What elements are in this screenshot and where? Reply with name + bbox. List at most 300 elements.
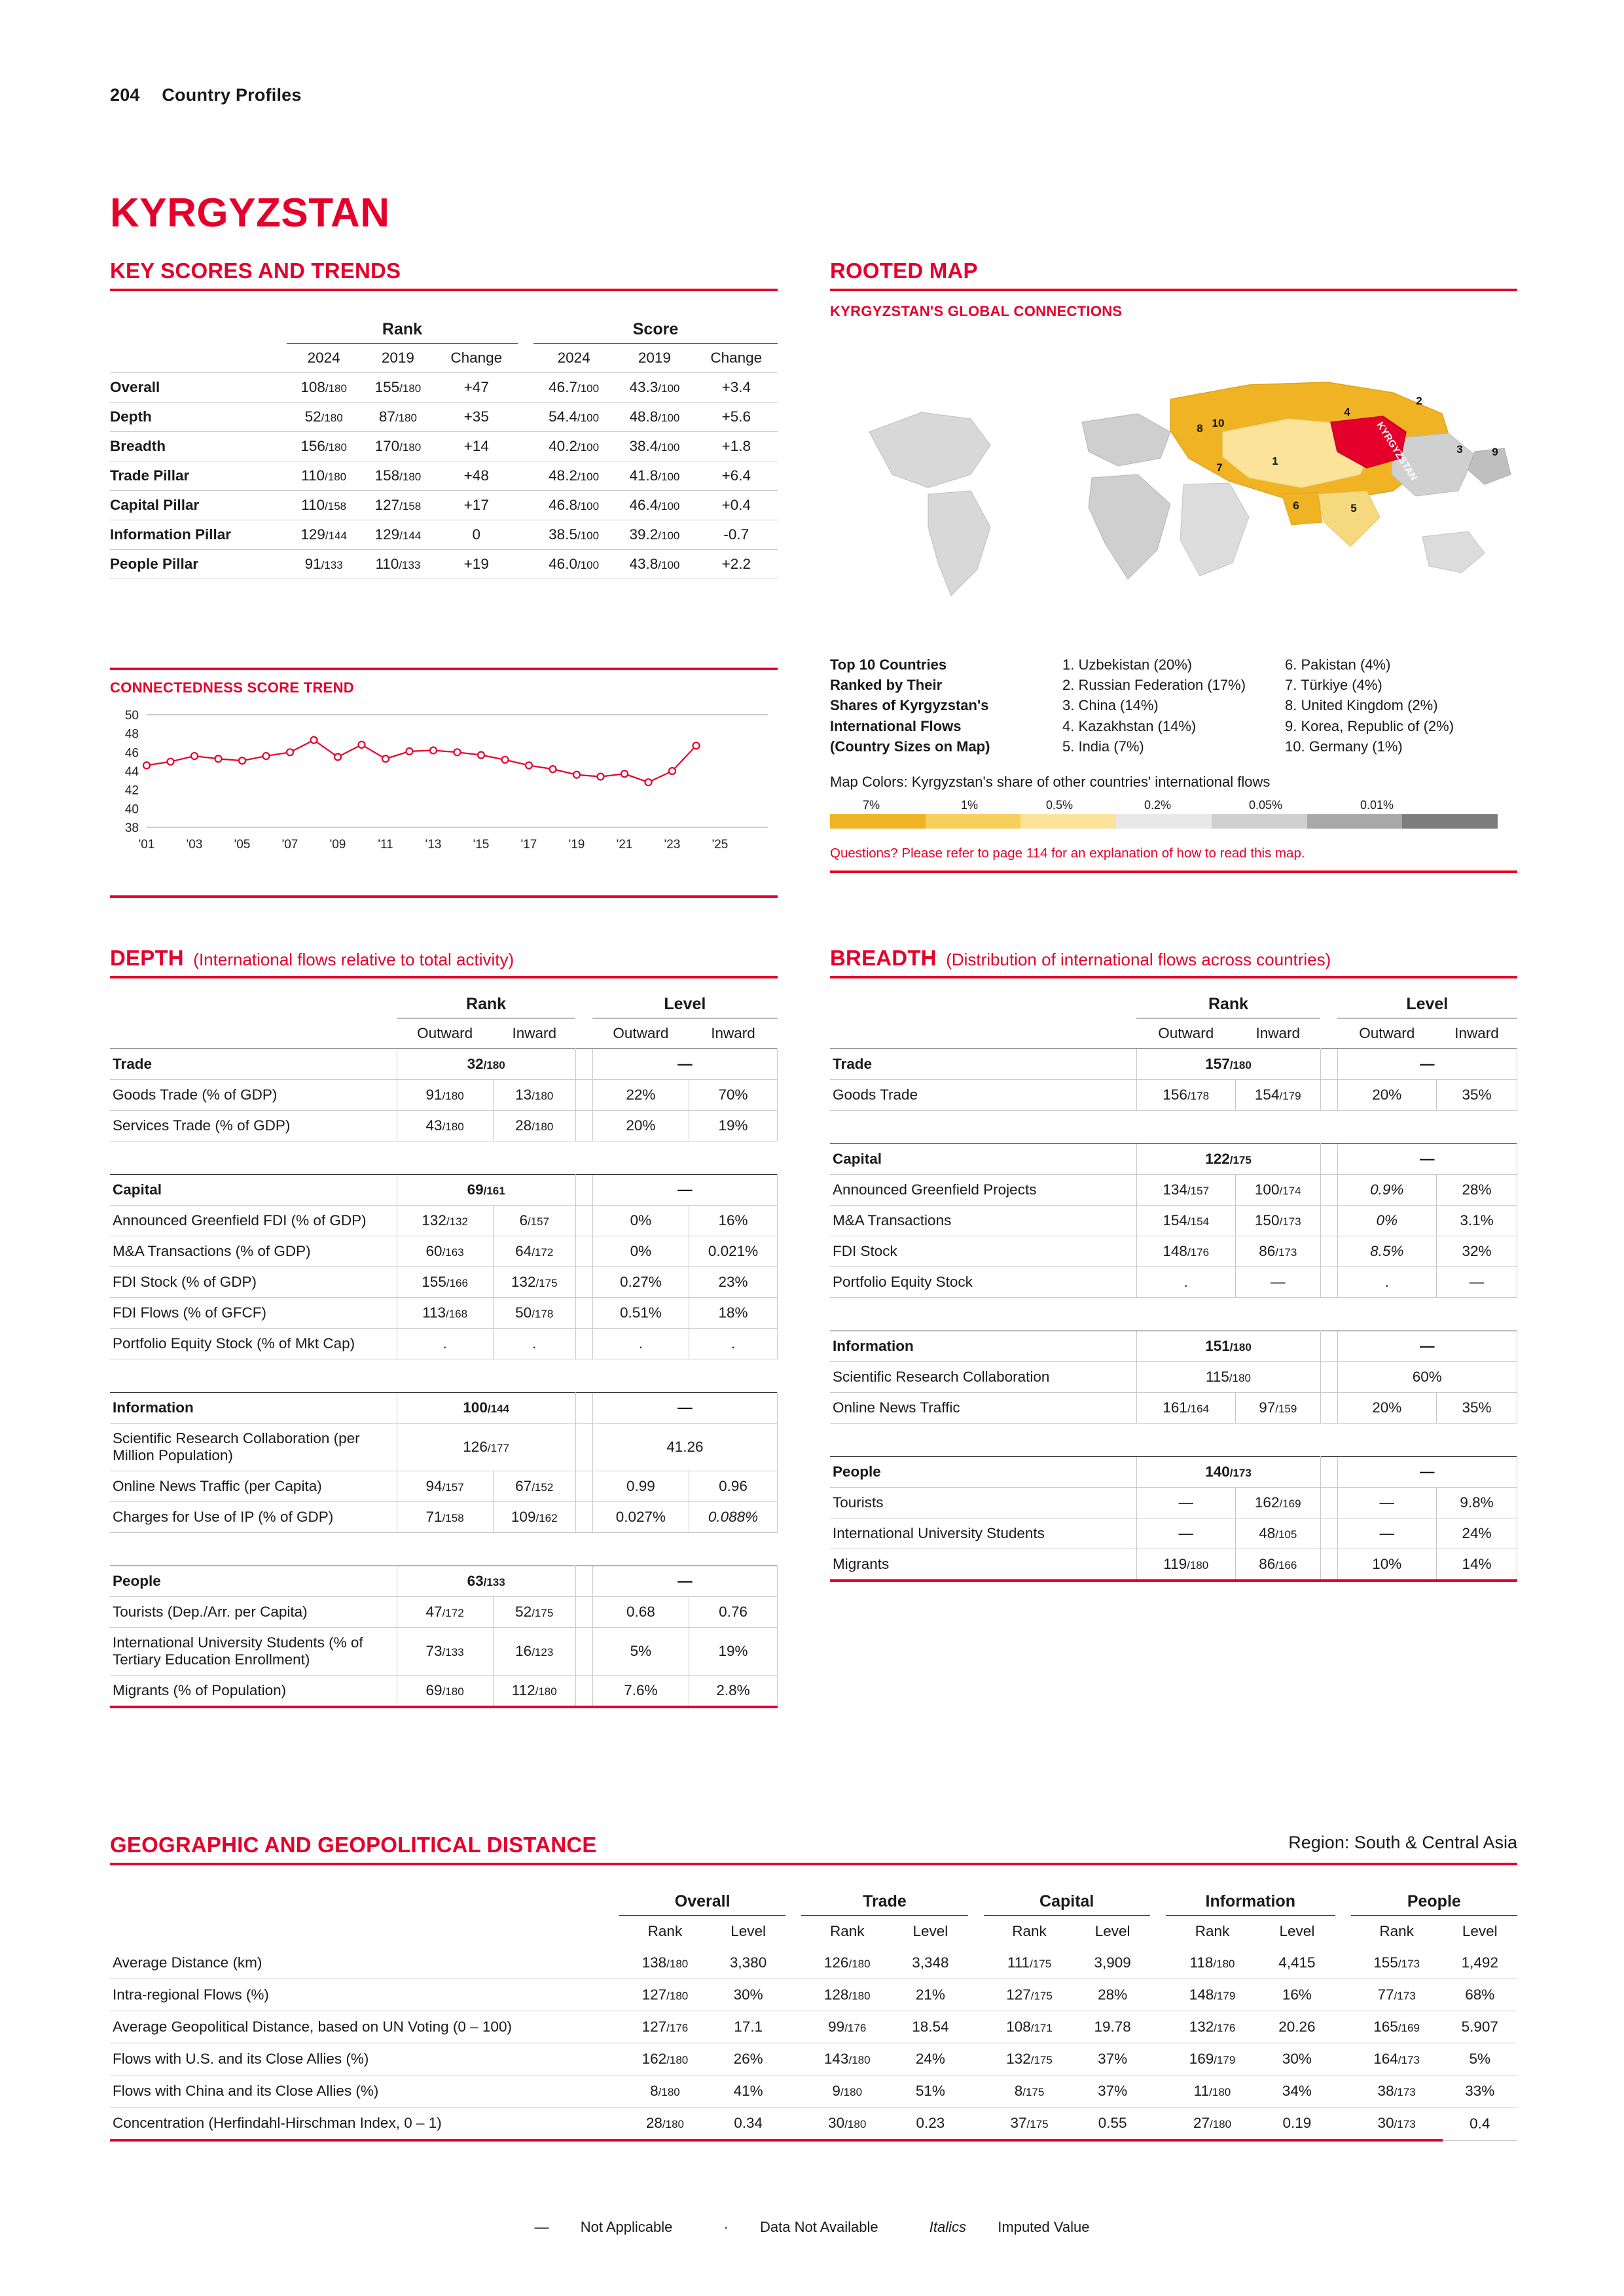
depth-table — [110, 988, 778, 1725]
geo-rank: 99/176 — [801, 2011, 893, 2043]
geo-level: 1,492 — [1443, 1947, 1517, 1979]
group-spacer — [110, 1533, 778, 1566]
map-country-label: KYRGYZSTAN — [1374, 420, 1420, 483]
row-label: Online News Traffic (per Capita) — [110, 1471, 397, 1502]
row-rank-outward: 155/166 — [397, 1267, 493, 1298]
svg-text:38: 38 — [124, 821, 139, 835]
svg-text:'05: '05 — [234, 838, 251, 852]
rank-change: +14 — [435, 432, 518, 461]
row-label: M&A Transactions — [830, 1206, 1136, 1236]
rank-2024: 110/180 — [287, 461, 361, 491]
geo-subheader-rank: Rank — [1012, 1923, 1047, 1939]
rank-2019: 129/144 — [361, 520, 435, 550]
row-level-inward: 70% — [689, 1080, 777, 1111]
group-label: Trade — [830, 1049, 1136, 1080]
row-level-inward: 0.96 — [689, 1471, 777, 1502]
geo-rank: 77/173 — [1351, 1979, 1443, 2011]
row-rank-outward: — — [1136, 1518, 1235, 1549]
row-level-inward: 24% — [1437, 1518, 1517, 1549]
table-row — [110, 432, 778, 461]
table-row — [110, 461, 778, 491]
geo-level: 3,380 — [711, 1947, 785, 1979]
subheader-rank-outward: Outward — [417, 1025, 473, 1041]
row-label: International University Students — [830, 1518, 1136, 1549]
row-level-outward: 0% — [592, 1206, 689, 1236]
row-rank-outward: 91/180 — [397, 1080, 493, 1111]
subheader-score-2024: 2024 — [533, 344, 614, 373]
row-level-outward: . — [1337, 1267, 1436, 1298]
geo-heading — [110, 1833, 1517, 1865]
row-label: M&A Transactions (% of GDP) — [110, 1236, 397, 1267]
svg-text:'15: '15 — [473, 838, 490, 852]
geo-rank: 27/180 — [1166, 2108, 1259, 2141]
geo-level: 30% — [711, 1979, 785, 2011]
subheader-rank-inward: Inward — [1255, 1025, 1301, 1041]
row-level-span: 41.26 — [592, 1424, 777, 1471]
row-rank-outward: 156/178 — [1136, 1080, 1235, 1111]
score-2019: 43.3/100 — [614, 373, 695, 403]
rank-2024: 156/180 — [287, 432, 361, 461]
page-number: 204 — [110, 85, 140, 105]
svg-text:9: 9 — [1492, 446, 1498, 458]
rank-2019: 170/180 — [361, 432, 435, 461]
legend-tick-4: 0.05% — [1249, 798, 1283, 812]
group-rank: 140/173 — [1136, 1457, 1320, 1488]
table-row — [110, 1236, 778, 1267]
geo-level: 33% — [1443, 2075, 1517, 2108]
trend-chart-plot — [110, 708, 778, 859]
row-rank-inward: — — [1235, 1267, 1320, 1298]
svg-text:'11: '11 — [378, 838, 393, 852]
header-section: Country Profiles — [162, 85, 302, 105]
group-spacer — [830, 1424, 1517, 1457]
subheader-level-inward: Inward — [1454, 1025, 1499, 1041]
svg-text:44: 44 — [124, 765, 139, 779]
row-rank-outward: 60/163 — [397, 1236, 493, 1267]
bottom-rule-row — [110, 1707, 778, 1725]
geo-level: 0.55 — [1075, 2108, 1149, 2141]
row-level-outward: 5% — [592, 1628, 689, 1676]
group-header-row — [110, 988, 778, 1018]
row-rank-inward: 162/169 — [1235, 1488, 1320, 1518]
row-rank-outward: 94/157 — [397, 1471, 493, 1502]
row-rank-inward: 16/123 — [493, 1628, 575, 1676]
table-row — [830, 1267, 1517, 1298]
row-rank-span: 115/180 — [1136, 1362, 1320, 1393]
geo-subheader-rank: Rank — [1379, 1923, 1414, 1939]
row-label: Migrants (% of Population) — [110, 1676, 397, 1708]
world-map — [830, 353, 1517, 635]
geo-sub-header-row — [110, 1916, 1517, 1948]
key-scores-row-label: Breadth — [110, 432, 287, 461]
group-spacer — [110, 1359, 778, 1393]
subheader-score-change: Change — [695, 344, 778, 373]
score-change: +1.8 — [695, 432, 778, 461]
group-label: People — [110, 1566, 397, 1597]
subheader-rank-2019: 2019 — [361, 344, 435, 373]
geo-level: 3,348 — [893, 1947, 967, 1979]
rank-change: +47 — [435, 373, 518, 403]
subheader-rank-inward: Inward — [512, 1025, 557, 1041]
table-row — [830, 1080, 1517, 1111]
geo-rank: 164/173 — [1351, 2043, 1443, 2075]
geo-rank: 127/180 — [619, 1979, 711, 2011]
legend-swatch-6 — [1402, 814, 1498, 829]
geo-rank: 162/180 — [619, 2043, 711, 2075]
geo-level: 30% — [1259, 2043, 1335, 2075]
row-rank-inward: 109/162 — [493, 1502, 575, 1533]
geo-group-information: Information — [1166, 1885, 1335, 1916]
svg-text:2: 2 — [1416, 395, 1422, 407]
score-2019: 46.4/100 — [614, 491, 695, 520]
geo-rank: 169/179 — [1166, 2043, 1259, 2075]
row-rank-outward: 161/164 — [1136, 1393, 1235, 1424]
geo-level: 34% — [1259, 2075, 1335, 2108]
row-level-inward: 0.021% — [689, 1236, 777, 1267]
row-rank-outward: 43/180 — [397, 1111, 493, 1141]
breadth-title: BREADTH — [830, 946, 937, 970]
geo-group-capital: Capital — [984, 1885, 1150, 1916]
table-row — [110, 1267, 778, 1298]
breadth-table — [830, 988, 1517, 1599]
legend-tick-3: 0.2% — [1144, 798, 1172, 812]
row-label: Tourists — [830, 1488, 1136, 1518]
row-level-inward: 35% — [1437, 1080, 1517, 1111]
rank-2019: 127/158 — [361, 491, 435, 520]
table-row — [830, 1549, 1517, 1581]
page-title: KYRGYZSTAN — [110, 190, 390, 236]
table-row — [110, 1979, 1517, 2011]
score-change: +6.4 — [695, 461, 778, 491]
row-level-inward: 3.1% — [1437, 1206, 1517, 1236]
geo-region: Region: South & Central Asia — [1288, 1833, 1517, 1852]
legend-tick-5: 0.01% — [1360, 798, 1394, 812]
geo-rank: 126/180 — [801, 1947, 893, 1979]
score-2024: 38.5/100 — [533, 520, 614, 550]
rank-2019: 87/180 — [361, 403, 435, 432]
svg-text:'19: '19 — [568, 838, 585, 852]
geo-subheader-rank: Rank — [647, 1923, 683, 1939]
row-level-outward: 7.6% — [592, 1676, 689, 1708]
group-level: — — [592, 1393, 777, 1424]
row-rank-outward: — — [1136, 1488, 1235, 1518]
rank-2024: 129/144 — [287, 520, 361, 550]
geo-row-label: Average Geopolitical Distance, based on UN Voting (0 – 100) — [110, 2011, 619, 2043]
key-scores-heading — [110, 259, 778, 291]
subheader-rank-outward: Outward — [1158, 1025, 1214, 1041]
geo-level: 0.19 — [1259, 2108, 1335, 2141]
geo-level: 19.78 — [1075, 2011, 1149, 2043]
legend-tick-2: 0.5% — [1046, 798, 1074, 812]
group-rank: 100/144 — [397, 1393, 575, 1424]
svg-text:4: 4 — [1344, 406, 1350, 418]
header-level: Level — [592, 988, 777, 1018]
rooted-map-heading — [830, 259, 1517, 320]
table-row — [110, 1471, 778, 1502]
geo-subheader-rank: Rank — [829, 1923, 865, 1939]
geo-rank: 38/173 — [1351, 2075, 1443, 2108]
score-2024: 48.2/100 — [533, 461, 614, 491]
row-rank-inward: 50/178 — [493, 1298, 575, 1329]
row-label: Announced Greenfield FDI (% of GDP) — [110, 1206, 397, 1236]
group-label: Capital — [830, 1144, 1136, 1175]
group-spacer — [830, 1298, 1517, 1331]
group-row — [110, 1566, 778, 1597]
row-level-inward: 35% — [1437, 1393, 1517, 1424]
row-level-outward: . — [592, 1329, 689, 1359]
score-2019: 39.2/100 — [614, 520, 695, 550]
row-level-inward: 18% — [689, 1298, 777, 1329]
geo-rank: 132/175 — [984, 2043, 1075, 2075]
rank-2019: 155/180 — [361, 373, 435, 403]
geo-rank: 148/179 — [1166, 1979, 1259, 2011]
connectedness-trend — [110, 668, 778, 898]
row-rank-outward: 119/180 — [1136, 1549, 1235, 1581]
table-row — [110, 1424, 778, 1471]
map-countries-left: 1. Uzbekistan (20%) 2. Russian Federation (17%) 3. China (14%) 4. Kazakhstan (14%) 5. India (7%) — [1062, 656, 1246, 755]
rank-2024: 52/180 — [287, 403, 361, 432]
group-label: Information — [110, 1393, 397, 1424]
rank-change: +35 — [435, 403, 518, 432]
svg-text:46: 46 — [124, 746, 139, 761]
svg-text:'03: '03 — [186, 838, 203, 852]
row-level-inward: 2.8% — [689, 1676, 777, 1708]
map-colors-label: Map Colors: Kyrgyzstan's share of other countries' international flows — [830, 774, 1271, 791]
geo-row-label: Flows with U.S. and its Close Allies (%) — [110, 2043, 619, 2075]
row-level-outward: 22% — [592, 1080, 689, 1111]
legend-tick-0: 7% — [863, 798, 880, 812]
row-label: FDI Stock (% of GDP) — [110, 1267, 397, 1298]
row-label: Services Trade (% of GDP) — [110, 1111, 397, 1141]
geo-rank: 111/175 — [984, 1947, 1075, 1979]
row-level-outward: — — [1337, 1518, 1436, 1549]
row-level-outward: — — [1337, 1488, 1436, 1518]
geo-rank: 11/180 — [1166, 2075, 1259, 2108]
row-rank-inward: 150/173 — [1235, 1206, 1320, 1236]
row-level-outward: 0% — [1337, 1206, 1436, 1236]
geo-subheader-level: Level — [1279, 1923, 1315, 1939]
score-2024: 46.0/100 — [533, 550, 614, 579]
row-rank-inward: 86/166 — [1235, 1549, 1320, 1581]
rank-2024: 110/158 — [287, 491, 361, 520]
table-row — [110, 491, 778, 520]
group-row — [830, 1144, 1517, 1175]
geo-level: 68% — [1443, 1979, 1517, 2011]
header-level: Level — [1337, 988, 1517, 1018]
group-rank: 32/180 — [397, 1049, 575, 1080]
row-label: FDI Stock — [830, 1236, 1136, 1267]
rank-2024: 91/133 — [287, 550, 361, 579]
map-ranked-title: Top 10 Countries Ranked by Their Shares of Kyrgyzstan's International Flows (Country Sizes on Map) — [830, 656, 990, 755]
table-row — [110, 1080, 778, 1111]
row-label: Announced Greenfield Projects — [830, 1175, 1136, 1206]
group-level: — — [1337, 1049, 1517, 1080]
row-level-inward: — — [1437, 1267, 1517, 1298]
sub-header-row — [110, 1018, 778, 1049]
world-map-svg — [830, 353, 1517, 628]
table-row — [110, 2043, 1517, 2075]
map-legend-block — [830, 655, 1517, 873]
table-row — [830, 1393, 1517, 1424]
geo-level: 28% — [1075, 1979, 1149, 2011]
geo-level: 51% — [893, 2075, 967, 2108]
rank-change: +17 — [435, 491, 518, 520]
row-rank-inward: 154/179 — [1235, 1080, 1320, 1111]
legend-tick-1: 1% — [961, 798, 979, 812]
row-label: Goods Trade — [830, 1080, 1136, 1111]
group-level: — — [592, 1175, 777, 1206]
map-color-scale — [830, 798, 1517, 833]
row-rank-outward: . — [397, 1329, 493, 1359]
row-level-outward: 10% — [1337, 1549, 1436, 1581]
geo-row-label: Intra-regional Flows (%) — [110, 1979, 619, 2011]
geo-rank: 143/180 — [801, 2043, 893, 2075]
geo-level: 4,415 — [1259, 1947, 1335, 1979]
depth-heading — [110, 946, 778, 978]
geo-rank: 128/180 — [801, 1979, 893, 2011]
group-rank: 69/161 — [397, 1175, 575, 1206]
group-header-rank: Rank — [287, 314, 518, 344]
row-level-outward: 0.27% — [592, 1267, 689, 1298]
score-2024: 54.4/100 — [533, 403, 614, 432]
row-label: Migrants — [830, 1549, 1136, 1581]
table-row — [110, 1597, 778, 1628]
table-row — [110, 1502, 778, 1533]
footnote — [0, 2219, 1624, 2236]
geo-title: GEOGRAPHIC AND GEOPOLITICAL DISTANCE — [110, 1833, 597, 1857]
group-level: — — [592, 1566, 777, 1597]
geo-bottom-rule — [110, 2140, 1517, 2160]
row-rank-inward: 13/180 — [493, 1080, 575, 1111]
row-label: Online News Traffic — [830, 1393, 1136, 1424]
svg-text:'23: '23 — [664, 838, 681, 852]
row-rank-inward: 52/175 — [493, 1597, 575, 1628]
row-rank-inward: 48/105 — [1235, 1518, 1320, 1549]
row-level-outward: 20% — [1337, 1393, 1436, 1424]
row-rank-span: 126/177 — [397, 1424, 575, 1471]
row-rank-inward: 97/159 — [1235, 1393, 1320, 1424]
rank-change: 0 — [435, 520, 518, 550]
footnote-italics: Italics Imputed Value — [929, 2219, 1090, 2235]
row-level-inward: 0.088% — [689, 1502, 777, 1533]
row-label: International University Students (% of Tertiary Education Enrollment) — [110, 1628, 397, 1676]
score-2019: 43.8/100 — [614, 550, 695, 579]
row-label: Portfolio Equity Stock (% of Mkt Cap) — [110, 1329, 397, 1359]
row-rank-inward: 112/180 — [493, 1676, 575, 1708]
group-level: — — [1337, 1331, 1517, 1362]
row-level-span: 60% — [1337, 1362, 1517, 1393]
table-row — [110, 1298, 778, 1329]
legend-swatch-4 — [1212, 814, 1307, 829]
row-level-outward: 0.9% — [1337, 1175, 1436, 1206]
subheader-rank-2024: 2024 — [287, 344, 361, 373]
rank-2019: 158/180 — [361, 461, 435, 491]
table-row — [110, 1111, 778, 1141]
svg-text:8: 8 — [1197, 422, 1203, 435]
group-row — [110, 1393, 778, 1424]
score-2024: 40.2/100 — [533, 432, 614, 461]
group-row — [110, 1049, 778, 1080]
svg-text:'25: '25 — [712, 838, 729, 852]
geo-rank: 155/173 — [1351, 1947, 1443, 1979]
row-label: Portfolio Equity Stock — [830, 1267, 1136, 1298]
table-row — [110, 520, 778, 550]
group-header-row — [830, 988, 1517, 1018]
score-change: -0.7 — [695, 520, 778, 550]
geo-level: 21% — [893, 1979, 967, 2011]
table-row — [110, 2075, 1517, 2108]
legend-swatch-1 — [926, 814, 1021, 829]
key-scores-row-label: People Pillar — [110, 550, 287, 579]
rank-2024: 108/180 — [287, 373, 361, 403]
geo-level: 0.4 — [1443, 2108, 1517, 2141]
svg-text:'01: '01 — [138, 838, 155, 852]
row-label: FDI Flows (% of GFCF) — [110, 1298, 397, 1329]
group-spacer — [830, 1111, 1517, 1144]
map-question-note: Questions? Please refer to page 114 for an explanation of how to read this map. — [830, 846, 1305, 861]
table-row — [830, 1518, 1517, 1549]
row-level-inward: . — [689, 1329, 777, 1359]
table-row — [830, 1175, 1517, 1206]
row-rank-outward: 73/133 — [397, 1628, 493, 1676]
row-rank-outward: 113/168 — [397, 1298, 493, 1329]
group-level: — — [1337, 1457, 1517, 1488]
table-row — [110, 1676, 778, 1708]
geo-rank: 37/175 — [984, 2108, 1075, 2141]
score-2024: 46.7/100 — [533, 373, 614, 403]
score-2019: 41.8/100 — [614, 461, 695, 491]
row-rank-outward: 134/157 — [1136, 1175, 1235, 1206]
row-level-outward: 20% — [1337, 1080, 1436, 1111]
group-row — [830, 1049, 1517, 1080]
row-rank-inward: 6/157 — [493, 1206, 575, 1236]
group-row — [110, 1175, 778, 1206]
table-row — [110, 1947, 1517, 1979]
geo-rank: 132/176 — [1166, 2011, 1259, 2043]
page-header — [110, 85, 1517, 105]
group-level: — — [1337, 1144, 1517, 1175]
table-row — [830, 1236, 1517, 1267]
svg-text:6: 6 — [1293, 499, 1299, 512]
row-level-outward: 0.99 — [592, 1471, 689, 1502]
row-rank-outward: 132/132 — [397, 1206, 493, 1236]
rank-change: +19 — [435, 550, 518, 579]
group-rank: 63/133 — [397, 1566, 575, 1597]
legend-gradient — [830, 814, 1498, 829]
geo-level: 5% — [1443, 2043, 1517, 2075]
row-rank-outward: 148/176 — [1136, 1236, 1235, 1267]
group-level: — — [592, 1049, 777, 1080]
rank-change: +48 — [435, 461, 518, 491]
row-rank-outward: . — [1136, 1267, 1235, 1298]
geo-rank: 9/180 — [801, 2075, 893, 2108]
breadth-heading — [830, 946, 1517, 978]
svg-text:48: 48 — [124, 727, 139, 742]
geo-level: 24% — [893, 2043, 967, 2075]
svg-text:'13: '13 — [425, 838, 442, 852]
geo-subheader-level: Level — [1094, 1923, 1130, 1939]
key-scores-table — [110, 314, 778, 579]
geo-group-header-row — [110, 1885, 1517, 1916]
footnote-na: — Not Applicable — [534, 2219, 673, 2235]
row-level-outward: 0.68 — [592, 1597, 689, 1628]
svg-text:'07: '07 — [281, 838, 298, 852]
legend-swatch-0 — [830, 814, 926, 829]
map-countries-right: 6. Pakistan (4%) 7. Türkiye (4%) 8. United Kingdom (2%) 9. Korea, Republic of (2%) 10. Germany (1%) — [1285, 656, 1454, 755]
svg-text:'17: '17 — [520, 838, 537, 852]
svg-text:7: 7 — [1216, 461, 1223, 474]
row-rank-inward: 64/172 — [493, 1236, 575, 1267]
